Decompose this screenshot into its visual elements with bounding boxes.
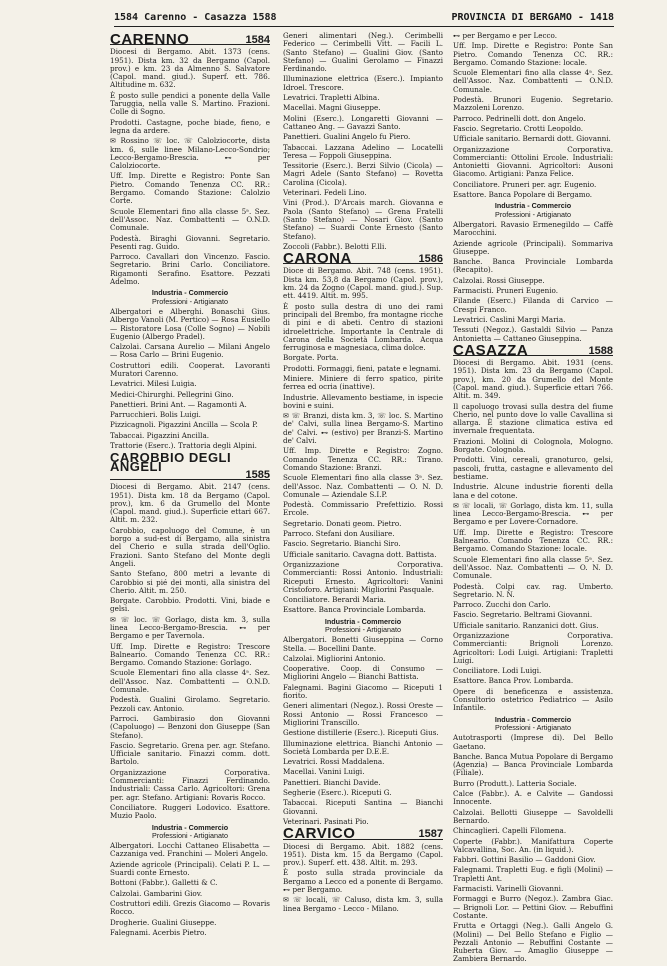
header-right: PROVINCIA DI BERGAMO - 1418	[451, 12, 614, 23]
section-subtitle: Professioni - Artigianato	[325, 625, 401, 634]
entry-text: Fascio. Segretario. Bianchi Siro.	[283, 539, 401, 549]
entry-text: Aziende agricole (Principali). Celati P. L. — Suardi conte Ernesto.	[110, 859, 270, 878]
entry-text: Fascio. Segretario. Beltrami Giovanni.	[453, 610, 593, 620]
entry-text: Parroco. Pedrinelli dott. don Angelo.	[453, 113, 586, 123]
place-number: 1587	[418, 828, 443, 841]
entry-text: Veterinari. Pasinati Pio.	[283, 816, 369, 826]
entry-text: Parrucchieri. Bolis Luigi.	[110, 410, 201, 420]
entry-text: Parroci. Gambirasio don Giovanni (Capoluogo) — Benzoni don Giuseppe (San Stefano).	[110, 713, 270, 740]
entry-text: Scuole Elementari fino alla classe 5ᵃ. Sez. dell'Assoc. Naz. Combattenti — O.N.D. Comunale.	[110, 206, 270, 233]
entry-list	[283, 32, 443, 251]
entry-text: Segherie (Eserc.). Riceputi G.	[283, 788, 392, 798]
entry-text: Tabaccai. Pigazzini Ancilla.	[110, 430, 210, 440]
entry-text: Industrie. Alcune industrie fiorenti della lana e del cotone.	[453, 482, 613, 500]
entry-text: Conciliatore. Ruggeri Lodovico. Esattore. Muzio Paolo.	[110, 802, 270, 821]
entry-text: Burro (Produtt.). Latteria Sociale.	[453, 778, 577, 788]
entry-text: Vini (Prod.). D'Arcais march. Giovanna e Paola (Santo Stefano) — Grena Fratelli (Santo Stefano) — Nosari Giov. (Santo Stefano) — Suardi Conte Ernesto (Santo Stefano).	[283, 198, 443, 241]
page-header	[114, 8, 614, 27]
place-number: 1585	[245, 468, 270, 481]
entry-text: Calce (Fabbr.). A. e Calvite — Gandossi Innocente.	[453, 789, 613, 807]
entry-text: Uff. Imp. Dirette e Registro: Zogno. Comando Tenenza CC. RR.: Tirano. Comando Stazione: Branzi.	[283, 446, 443, 472]
entry-text: Prodotti. Formaggi, fieni, patate e legnami.	[283, 363, 441, 373]
entry-text: Zoccoli (Fabbr.). Belotti F.lli.	[283, 241, 387, 251]
entry-text: Podestà. Commissario Prefettizio. Rossi Ercole.	[283, 500, 443, 518]
column-2	[283, 32, 443, 915]
entry-list	[110, 48, 270, 286]
entry-text: Fascio. Segretario. Crotti Leopoldo.	[453, 123, 584, 133]
place-heading	[453, 341, 613, 359]
entry-text: Podestà. Colpi cav. rag. Umberto. Segretario. N. N.	[453, 581, 613, 599]
place-name: CASAZZA	[453, 341, 529, 359]
section-subtitle: Professioni - Artigianato	[152, 296, 228, 306]
entry-text: Illuminazione elettrica. Bianchi Antonio — Società Lombarda per D.E.E.	[283, 738, 443, 756]
section-title: Industria - Commercio	[494, 714, 572, 724]
entry-text: ⊷ per Bergamo e per Lecco.	[453, 31, 558, 40]
entry-text: È posto sulla strada provinciale da Bergamo a Lecco ed a ponente di Bergamo. ⊷ per Bergamo.	[283, 868, 443, 895]
entry-text: Aziende agricole (Principali). Sommariva Giuseppe.	[453, 238, 613, 256]
entry-text: ✉ ☏ Branzi, dista km. 3, ☏ loc. S. Martino de' Calvi, sulla linea Bergamo-S. Martino de' Calvi. ⊷ (estivo) per Branzi-S. Martino de' Calvi.	[283, 411, 443, 446]
entry-text: Albergatori. Locchi Cattaneo Elisabetta — Cazzaniga ved. Franchini — Moleri Angelo.	[110, 841, 270, 859]
entry-text: Illuminazione elettrica (Eserc.). Impianto Idroel. Trescore.	[283, 74, 443, 92]
entry-text: Panettieri. Bianchi Davide.	[283, 777, 381, 787]
entry-text: Esattore. Banca Prov. Lombarda.	[453, 676, 574, 686]
entry-text: Santo Stefano, 800 metri a levante di Carobbio si pié dei monti, alla sinistra del Cherio. Altit. m. 250.	[110, 569, 270, 595]
entry-text: Podestà. Biraghi Giovanni. Segretario. Pesenti rag. Guido.	[110, 233, 270, 251]
entry-text: Tabaccai. Riceputi Santina — Bianchi Giovanni.	[283, 798, 443, 816]
place-number: 1588	[588, 344, 613, 357]
entry-list	[283, 843, 443, 913]
entry-text: Uff. Imp. Dirette e Registro: Ponte San Pietro. Comando Tenenza CC. RR.: Bergamo. Comando Stazione: Calolzio Corte.	[110, 171, 270, 206]
place-name: CARONA	[283, 250, 352, 268]
entry-text: Costruttori edili. Grezis Giacomo — Rovaris Rocco.	[110, 898, 270, 917]
entry-text: Autotrasporti (Imprese di). Del Bello Gaetano.	[453, 733, 613, 751]
entry-text: Albergatori. Ravasio Ermenegildo — Caffè Marocchini.	[453, 219, 613, 238]
entry-text: Falegnami. Trapletti Eug. e figli (Molini) — Trapletti Ant.	[453, 865, 613, 883]
entry-text: Banche. Banca Provinciale Lombarda (Recapito).	[453, 257, 613, 275]
entry-text: Parroco. Stefani don Ausiliare.	[283, 529, 395, 539]
entry-text: Drogherie. Gualini Giuseppe.	[110, 917, 217, 927]
place-name: CAROBBIO DEGLI ANGELI	[110, 450, 232, 474]
entry-list	[283, 636, 443, 826]
entry-list	[453, 734, 613, 963]
entry-text: Conciliatore. Pruneri per. agr. Eugenio.	[453, 179, 597, 189]
entry-text: Fabbri. Gottini Basilio — Gaddoni Giov.	[453, 855, 596, 865]
entry-text: Generi alimentari (Negoz.). Rossi Oreste — Rossi Antonio — Rossi Francesco — Migliorini Transcillo.	[283, 701, 443, 727]
entry-text: Esattore. Banca Popolare di Bergamo.	[453, 190, 593, 200]
entry-text: Chincaglieri. Capelli Filomena.	[453, 826, 567, 836]
entry-text: Diocesi di Bergamo. Abit. 2147 (cens. 1951). Dista km. 18 da Bergamo (Capol. prov.), km. 6 da Grumello del Monte (Capol. mand. giud.). Superficie ettari 667. Altit. m. 232.	[110, 482, 270, 525]
entry-text: ✉ ☏ loc. ☏ Gorlago, dista km. 3, sulla linea Lecco-Bergamo-Brescia. ⊷ per Bergamo e per Tavernola.	[110, 614, 270, 641]
section-subtitle: Professioni - Artigianato	[152, 830, 228, 840]
entry-text: Bottoni (Fabbr.). Galletti & C.	[110, 878, 218, 888]
entry-text: È posto sulle pendici a ponente della Valle Taruggia, nella valle S. Martino. Frazioni. Colle di Sogno.	[110, 90, 270, 117]
entry-text: Segretario. Donati geom. Pietro.	[283, 518, 402, 528]
entry-text: Costruttori edili. Cooperat. Lavoranti Muratori Carenno.	[110, 360, 270, 378]
entry-text: Calzolai. Bellotti Giuseppe — Savoldelli Bernardo.	[453, 807, 613, 825]
column-3	[453, 32, 613, 966]
entry-text: Calzolai. Rossi Giuseppe.	[453, 275, 545, 285]
place-number: 1584	[245, 34, 270, 46]
entry-text: Farmacisti. Varinelli Giovanni.	[453, 884, 564, 894]
entry-text: Uff. Imp. Dirette e Registro: Trescore Balneario. Comando Tenenza CC. RR.: Bergamo. Comando Stazione: Gorlago.	[110, 641, 270, 668]
entry-text: Scuole Elementari fino alla classe 4ᵃ. Sez. dell'Assoc. Naz. Combattenti — O.N.D. Comunale.	[453, 68, 613, 94]
column-1	[110, 32, 270, 939]
entry-text: Calzolai. Carsana Aurelio — Milani Angelo — Rosa Carlo — Brini Eugenio.	[110, 342, 270, 360]
entry-text: Organizzazione Corporativa. Commercianti: Finazzi Ferdinando. Industriali: Cassa Carlo. Agricoltori: Grena per. agr. Stefano. Artigiani: Rovaris Rocco.	[110, 767, 270, 802]
entry-text: Albergatori. Bonetti Giuseppina — Corno Stella. — Bocellini Dante.	[283, 635, 443, 653]
entry-text: Miniere. Miniere di ferro spatico, pirite ferrea ed ocria (inattive).	[283, 373, 443, 392]
entry-text: Medici-Chirurghi. Pellegrini Gino.	[110, 389, 234, 399]
entry-list	[110, 483, 270, 820]
entry-text: Gestione distillerie (Eserc.). Riceputi Gius.	[283, 728, 439, 738]
entry-text: Albergatori e Alberghi. Bonaschi Gius. Albergo Vanoli (M. Pertico) — Rosa Eusiello — Ristoratore Losa (Colle Sogno) — Nobili Eugenio (Albergo Pradel).	[110, 306, 270, 341]
place-heading	[110, 31, 270, 48]
entry-list	[453, 221, 613, 343]
entry-text: Borgate. Porta.	[283, 353, 339, 363]
entry-text: Macellai. Magni Giuseppe.	[283, 103, 381, 113]
entry-text: Panettieri. Gualini Angelo fu Piero.	[283, 132, 411, 142]
entry-text: Coperte (Fabbr.). Manifattura Coperte Valcavallina, Soc. An. (in liquid.).	[453, 836, 613, 854]
entry-text: Farmacisti. Pruneri Eugenio.	[453, 286, 559, 296]
entry-text: Opere di beneficenza e assistenza. Consultorio ostetrico Pediatrico — Asilo Infantile.	[453, 686, 613, 713]
entry-text: Diocesi di Bergamo. Abit. 1931 (cens. 1951). Dista km. 23 da Bergamo (Capol. prov.), km. 20 da Grumello del Monte (Capol. mand. giud.). Superficie ettari 766. Altit. m. 349.	[453, 358, 613, 401]
entry-text: Pizzicagnoli. Pigazzini Ancilla — Scola P.	[110, 420, 258, 430]
entry-text: Industrie. Allevamento bestiame, in ispecie bovini e suini.	[283, 392, 443, 410]
entry-text: Uff. Imp. Dirette e Registro: Ponte San Pietro. Comando Tenenza CC. RR.: Bergamo. Comando Stazione: locale.	[453, 41, 613, 67]
entry-text: Il capoluogo trovasi sulla destra del fiume Cherio, nel punto dove lo valle Cavallina si allarga. È stazione climatica estiva ed invernale frequentata.	[453, 401, 613, 436]
entry-text: Podestà. Brunori Eugenio. Segretario. Mazzoleni Lorenzo.	[453, 95, 613, 113]
entry-text: Macellai. Vanini Luigi.	[283, 767, 365, 777]
entry-text: Banche. Banca Mutua Popolare di Bergamo (Agenzia) — Banca Provinciale Lombarda (Filiale).	[453, 751, 613, 778]
section-title: Industria - Commercio	[324, 616, 402, 626]
entry-text: Prodotti. Castagne, poche biade, fieno, e legna da ardere.	[110, 117, 270, 135]
entry-text: Panettieri. Brini Ant. — Ragamonti A.	[110, 399, 247, 409]
entry-text: Generi alimentari (Neg.). Cerimbelli Federico — Cerimbelli Vitt. — Facili L. (Santo Stefano) — Gualini Giov. (Santo Stefano) — Gualini Gerolamo — Finazzi Ferdinando.	[283, 31, 443, 74]
entry-text: Cooperative. Coop. di Consumo — Migliorini Angelo — Bianchi Battista.	[283, 664, 443, 682]
entry-list	[110, 842, 270, 937]
entry-text: Diocesi di Bergamo. Abit. 1373 (cens. 1951). Dista km. 32 da Bergamo (Capol. prov.) e km. 23 da Almenno S. Salvatore (Capol. mand. giud.). Superf. ett. 786. Altitudine m. 632.	[110, 47, 270, 90]
entry-text: Conciliatore. Berardi Maria.	[283, 595, 386, 605]
entry-text: Falegnami. Bagini Giacomo — Riceputi 1 fiorito.	[283, 682, 443, 701]
header-left: 1584 Carenno - Casazza 1588	[114, 12, 277, 23]
entry-text: Scuole Elementari fino alla classe 4ᵃ. Sez. dell'Assoc. Naz. Combattenti — O.N.D. Comunale.	[110, 668, 270, 695]
entry-text: Borgate. Carobbio. Prodotti. Vini, biade e gelsi.	[110, 596, 270, 614]
entry-text: Dioce di Bergamo. Abit. 748 (cens. 1951). Dista km. 53,8 da Bergamo (Capol. prov.), km. 24 da Zogno (Capol. mand. giud.). Sup. ett. 4419. Altit. m. 995.	[283, 266, 443, 301]
entry-text: Prodotti. Vini, cereali, granoturco, gelsi, pascoli, frutta, castagne e allevamento del bestiame.	[453, 455, 613, 481]
entry-text: Levatrici. Trapletti Albina.	[283, 93, 380, 103]
place-number: 1586	[418, 253, 443, 266]
entry-list	[283, 267, 443, 614]
entry-text: ✉ ☏ locali, ☏ Gorlago, dista km. 11, sulla linea Lecco-Bergamo-Brescia. ⊷ per Bergamo e per Lovere-Cornadore.	[453, 500, 613, 527]
entry-text: Diocesi di Bergamo. Abit. 1882 (cens. 1951). Dista km. 15 da Bergamo (Capol. prov.). Superf. ett. 438. Altit. m. 293.	[283, 841, 443, 868]
entry-text: Trattorie (Eserc.). Trattoria degli Alpini.	[110, 441, 257, 451]
entry-text: Ufficiale sanitario. Bernardi dott. Giovanni.	[453, 134, 611, 144]
entry-list	[453, 32, 613, 199]
entry-text: Parroco. Zucchi don Carlo.	[453, 600, 551, 610]
entry-text: Calzolai. Gambarini Giov.	[110, 888, 203, 898]
entry-text: ✉ ☏ locali, ☏ Caluso, dista km. 3, sulla linea Bergamo - Lecco - Milano.	[283, 895, 443, 913]
entry-text: Parroco. Cavallari don Vincenzo. Fascio. Segretario. Brini Carlo. Conciliatore. Rigamonti Serafino. Esattore. Pezzati Adelmo.	[110, 252, 270, 287]
section-title: Industria - Commercio	[151, 822, 229, 832]
entry-text: Scuole Elementari fino alla classe 5ᵃ. Sez. dell'Assoc. Naz. Combattenti — O. N. D. Comunale.	[453, 554, 613, 581]
entry-text: Levatrici. Rossi Maddalena.	[283, 757, 385, 767]
entry-text: Veterinari. Fedeli Lino.	[283, 188, 367, 198]
place-heading	[283, 250, 443, 268]
entry-text: Organizzazione Corporativa. Commercianti: Rossi Antonio. Industriali: Riceputi Ernesto. Agricoltori: Vanini Cristoforo. Artigiani: Migliorini Pasquale.	[283, 559, 443, 594]
entry-text: Molini (Eserc.). Longaretti Giovanni — Cattaneo Ang. — Gavazzi Santo.	[283, 113, 443, 131]
entry-text: Tessuti (Negoz.). Gastaldi Silvio — Panza Antonietta — Cattaneo Giuseppina.	[453, 325, 613, 343]
entry-text: ✉ Rossino ☏ loc. ☏ Calolziocorte, dista km. 6, sulle linee Milano-Lecco-Sondrio; Lecco-Bergamo-Brescia. ⊷ per Calolziocorte.	[110, 136, 270, 171]
entry-text: Ufficiale sanitario. Cavagna dott. Battista.	[283, 549, 437, 559]
entry-text: Tabaccai. Lazzana Adelino — Locatelli Teresa — Foppoli Giuseppina.	[283, 142, 443, 160]
entry-list	[110, 308, 270, 450]
entry-text: Levatrici. Caslini Margi Maria.	[453, 314, 566, 324]
section-title: Industria - Commercio	[494, 201, 572, 211]
place-heading	[110, 450, 270, 481]
place-name: CARENNO	[110, 31, 190, 48]
entry-text: Conciliatore. Lodi Luigi.	[453, 666, 542, 676]
entry-text: Filande (Eserc.) Filanda di Carvico — Crespi Franco.	[453, 296, 613, 314]
entry-text: È posto sulla destra di uno dei rami principali del Brembo, fra montagne ricche di pini e di abeti. Centro di stazioni idroelettriche. Importante la Centrale di Carona della Società Lombarda. Acqua ferruginosa e magnesiaca, clima dolce.	[283, 301, 443, 353]
section-subtitle: Professioni - Artigianato	[495, 209, 571, 219]
section-subtitle: Professioni - Artigianato	[495, 722, 571, 732]
entry-text: Formaggi e Burro (Negoz.). Zambra Giac. — Brignoli Lor. — Pettini Giov. — Rebuffini Costante.	[453, 894, 613, 920]
place-heading	[283, 825, 443, 843]
entry-list	[453, 359, 613, 713]
entry-text: Calzolai. Migliorini Antonio.	[283, 653, 386, 663]
section-title: Industria - Commercio	[151, 288, 229, 298]
entry-text: Ufficiale sanitario. Ranzanici dott. Gius.	[453, 620, 599, 630]
entry-text: Tessitorie (Eserc.). Berzi Silvio (Cicola) — Magri Adele (Santo Stefano) — Rovetta Carolina (Cicola).	[283, 161, 443, 187]
entry-text: Falegnami. Acerbis Pietro.	[110, 927, 207, 937]
entry-text: Carobbio, capoluogo del Comune, è un borgo a sud-est di Bergamo, alla sinistra del Cherio e sulla strada dell'Oglio. Frazioni. Santo Stefano del Monte degli Angeli.	[110, 525, 270, 568]
entry-text: Podestà. Gualini Girolamo. Segretario. Pezzoli cav. Antonio.	[110, 695, 270, 713]
entry-text: Frazioni. Molini di Colognola, Mologno. Borgate. Colognola.	[453, 436, 613, 455]
entry-text: Organizzazione Corporativa. Commercianti: Ottolini Ercole. Industriali: Antonietti Giovanni. Agricoltori: Ausoni Giacomo. Artigiani: Panza Felice.	[453, 144, 613, 179]
entry-text: Esattore. Banca Provinciale Lombarda.	[283, 605, 426, 615]
entry-text: Scuole Elementari fino alla classe 3ᵃ. Sez. dell'Assoc. Naz. Combattenti — O. N. D. Comunale — Aziendale S.I.P.	[283, 473, 443, 499]
entry-text: Frutta e Ortaggi (Neg.). Galli Angelo G. (Molini) — Del Bello Stefano e Figlio — Pezzali Antonio — Rebuffini Costante — Ruberta Giov. — Amaglio Giuseppe — Zambiera Bernardo.	[453, 921, 613, 964]
entry-text: Levatrici. Milesi Luigia.	[110, 379, 197, 389]
entry-text: Organizzazione Corporativa. Commercianti: Brignoli Lorenzo. Agricoltori: Lodi Luigi. Artigiani: Trapletti Luigi.	[453, 631, 613, 665]
entry-text: Fascio. Segretario. Grena per. agr. Stefano. Ufficiale sanitario. Finazzi comm. dott. Bartolo.	[110, 740, 270, 767]
place-name: CARVICO	[283, 825, 356, 843]
entry-text: Uff. Imp. Dirette e Registro: Trescore Balneario. Comando Tenenza CC. RR.: Bergamo. Comando Stazione: locale.	[453, 527, 613, 554]
